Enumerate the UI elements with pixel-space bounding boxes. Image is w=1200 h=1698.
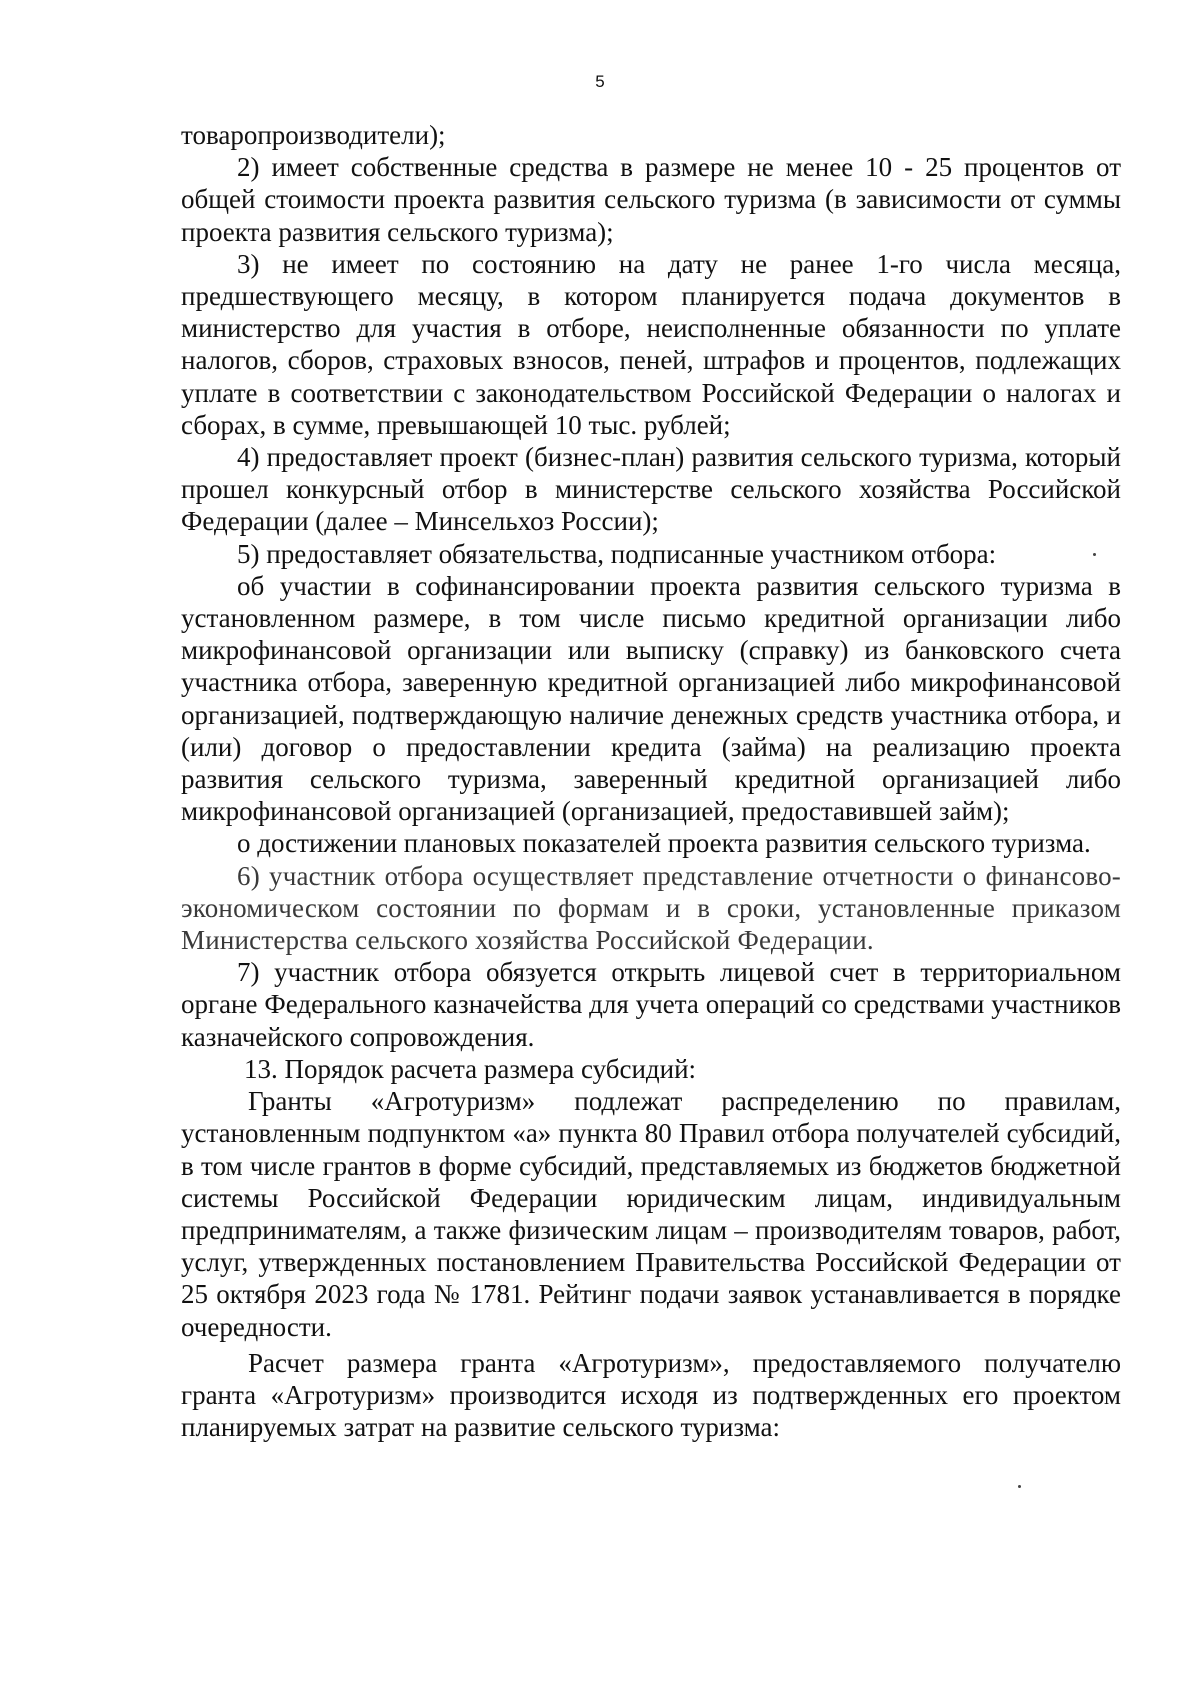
paragraph-item-5: 5) предоставляет обязательства, подписанные участником отбора: <box>237 538 997 569</box>
paragraph-grant-distribution: Гранты «Агротуризм» подлежат распределению по правилам, установленным подпунктом «а» пункта 80 Правил отбора получателей субсидий, в том числе грантов в форме субсидий, представляемых из бюджетов бюджетной системы Российской Федерации юридическим лицам, индивидуальным предпринимателям, а также физическим лицам – производителям товаров, работ, услуг, утвержденных постановлением Правительства Российской Федерации от 25 октября 2023 года № 1781. Рейтинг подачи заявок устанавливается в порядке очередности. <box>181 1086 1121 1342</box>
paragraph-item-6: 6) участник отбора осуществляет представление отчетности о финансово-экономическом состоянии по формам и в сроки, установленные приказом Министерства сельского хозяйства Российской Федерации. <box>181 860 1121 956</box>
paragraph-item-7: 7) участник отбора обязуется открыть лицевой счет в территориальном органе Федерального казначейства для учета операций со средствами участников казначейского сопровождения. <box>181 957 1121 1052</box>
paragraph-item-3: 3) не имеет по состоянию на дату не ранее 1-го числа месяца, предшествующего месяцу, в котором планируется подача документов в министерство для участия в отборе, неисполненные обязанности по уплате налогов, сборов, страховых взносов, пеней, штрафов и процентов, подлежащих уплате в соответствии с законодательством Российской Федерации о налогах и сборах, в сумме, превышающей 10 тыс. рублей; <box>181 248 1121 440</box>
page-number: 5 <box>595 72 605 91</box>
paragraph-indicators-obligation: о достижении плановых показателей проекта развития сельского туризма. <box>237 828 1091 859</box>
paragraph-grant-calculation: Расчет размера гранта «Агротуризм», предоставляемого получателю гранта «Агротуризм» производится исходя из подтвержденных его проектом планируемых затрат на развитие сельского туризма: <box>181 1347 1121 1443</box>
scan-speck <box>1018 1485 1021 1488</box>
paragraph-continuation: товаропроизводители); <box>181 120 446 150</box>
paragraph-item-2: 2) имеет собственные средства в размере не менее 10 - 25 процентов от общей стоимости проекта развития сельского туризма (в зависимости от суммы проекта развития сельского туризма); <box>181 152 1121 247</box>
paragraph-cofinancing-obligation: об участии в софинансировании проекта развития сельского туризма в установленном размере, в том числе письмо кредитной организации либо микрофинансовой организации или выписку (справку) из банковского счета участника отбора, заверенную кредитной организацией либо микрофинансовой организацией, подтверждающую наличие денежных средств участника отбора, и (или) договор о предоставлении кредита (займа) на реализацию проекта развития сельского туризма, заверенный кредитной организацией либо микрофинансовой организацией (организацией, предоставившей займ); <box>181 570 1121 827</box>
document-body <box>181 119 1121 1443</box>
scan-speck <box>1093 553 1096 556</box>
paragraph-item-4: 4) предоставляет проект (бизнес-план) развития сельского туризма, который прошел конкурсный отбор в министерстве сельского хозяйства Российской Федерации (далее – Минсельхоз России); <box>181 442 1121 537</box>
section-13-heading: 13. Порядок расчета размера субсидий: <box>244 1053 697 1084</box>
